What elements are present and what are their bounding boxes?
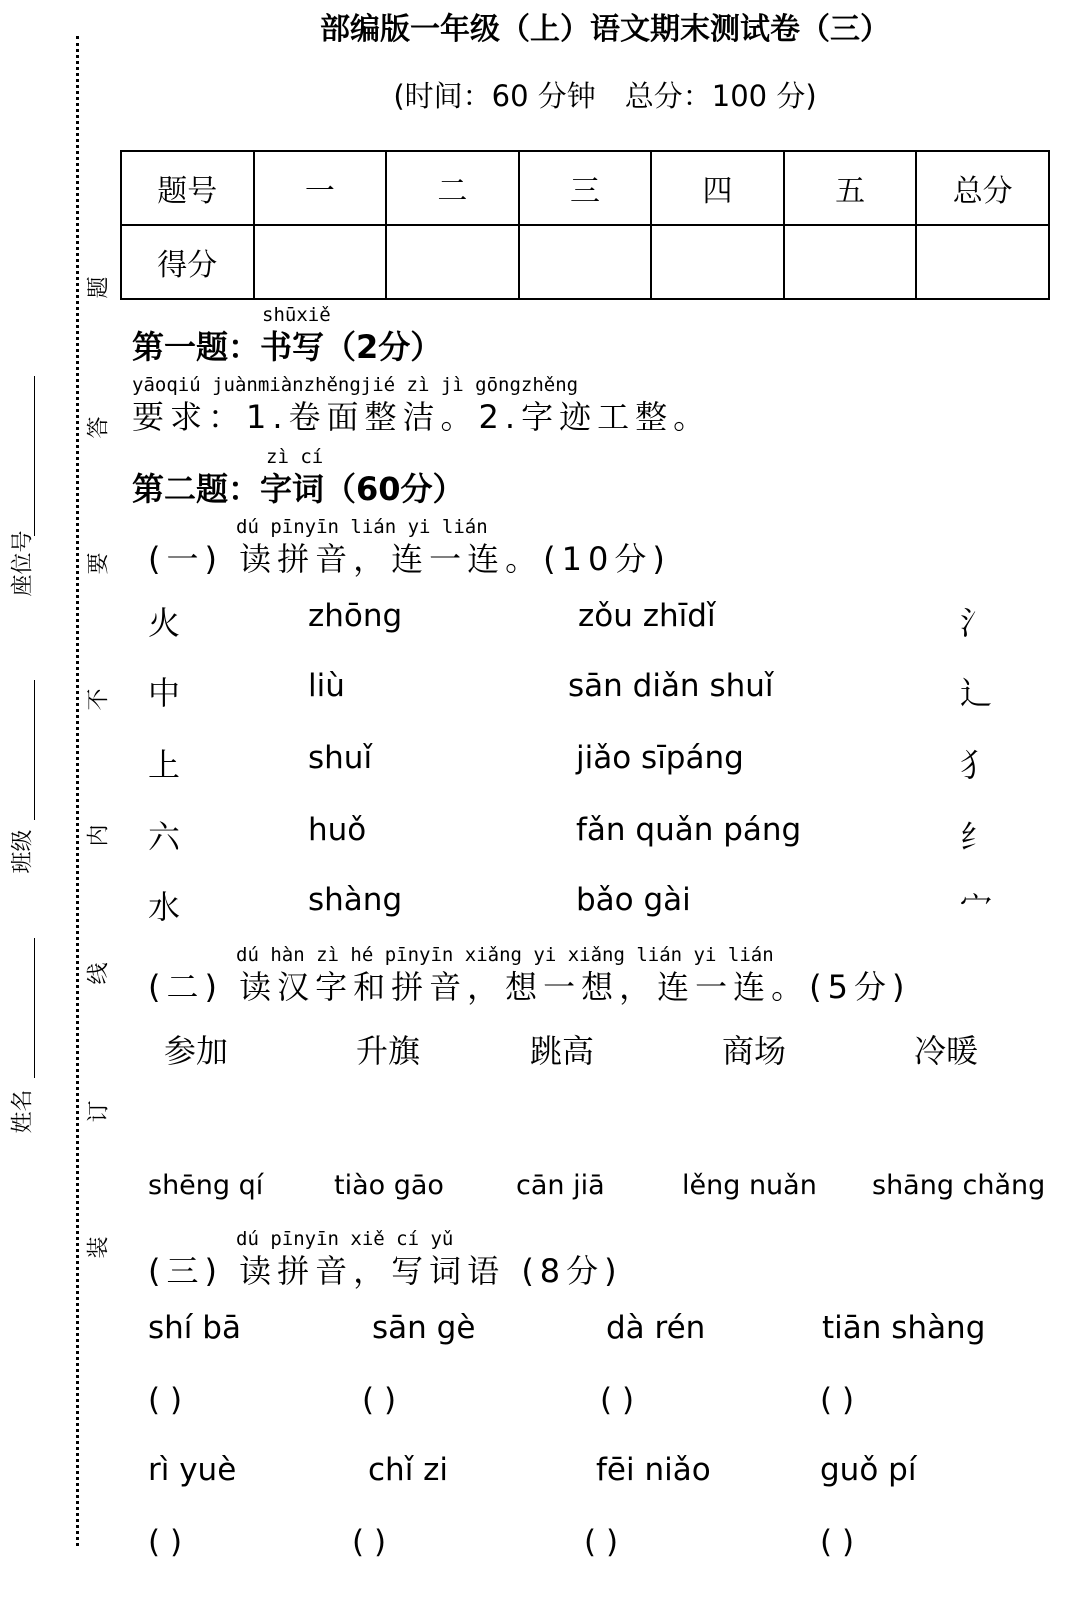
score-input-cell[interactable] <box>916 225 1049 299</box>
score-input-cell[interactable] <box>519 225 652 299</box>
class-label: 班级 <box>10 829 36 874</box>
part1-char: 中 <box>148 674 181 712</box>
part2-word-pinyin: shāng chǎng <box>872 1170 1046 1201</box>
part1-pinyin-item: zhōng <box>308 598 403 634</box>
score-header-cell: 三 <box>519 151 652 225</box>
part3-answer-blank[interactable]: ( ) <box>362 1382 397 1418</box>
part2-word: 冷暖 <box>914 1032 979 1070</box>
score-header-cell: 一 <box>254 151 387 225</box>
part3-title: (三) 读拼音，写词语 (8分) <box>148 1252 623 1290</box>
part2-word: 商场 <box>722 1032 787 1070</box>
part1-radical-name: jiǎo sīpáng <box>576 740 744 776</box>
exam-title: 部编版一年级（上）语文期末测试卷（三） <box>320 12 890 47</box>
part1-radical-name: zǒu zhīdǐ <box>578 598 716 634</box>
part3-answer-blank[interactable]: ( ) <box>820 1382 855 1418</box>
part1-pinyin: dú pīnyīn lián yi lián <box>236 516 488 538</box>
part2-word-pinyin: lěng nuǎn <box>682 1170 817 1201</box>
score-table-header-row <box>121 151 1049 225</box>
part1-radical: 宀 <box>960 888 993 926</box>
q1-requirement-pinyin: yāoqiú juànmiànzhěngjié zì jì gōngzhěng <box>132 374 579 396</box>
margin-char: 答 <box>86 416 112 439</box>
part1-radical: 辶 <box>960 674 993 712</box>
part1-pinyin-item: shuǐ <box>308 740 373 776</box>
part3-pinyin-item: dà rén <box>606 1310 706 1346</box>
binding-dotted-line <box>76 36 79 1546</box>
part3-pinyin-item: tiān shàng <box>822 1310 986 1346</box>
part3-answer-blank[interactable]: ( ) <box>600 1382 635 1418</box>
class-field <box>8 829 36 874</box>
part2-title: (二) 读汉字和拼音，想一想，连一连。(5分) <box>148 968 911 1006</box>
score-header-cell: 二 <box>386 151 519 225</box>
part1-radical-name: sān diǎn shuǐ <box>568 668 774 704</box>
score-input-cell[interactable] <box>386 225 519 299</box>
part3-pinyin-item: guǒ pí <box>820 1452 917 1488</box>
q1-requirement: 要求：1.卷面整洁。2.字迹工整。 <box>132 398 712 436</box>
score-header-cell: 总分 <box>916 151 1049 225</box>
seat-number-field <box>8 530 36 597</box>
q2-title-pinyin: zì cí <box>266 446 324 468</box>
score-label-cell: 得分 <box>121 225 254 299</box>
margin-char: 要 <box>86 552 112 575</box>
part1-pinyin-item: liù <box>308 668 345 704</box>
part1-char: 水 <box>148 888 181 926</box>
part1-radical: 纟 <box>960 818 993 856</box>
part3-pinyin: dú pīnyīn xiě cí yǔ <box>236 1228 454 1250</box>
name-field <box>8 1089 36 1134</box>
class-line <box>34 680 35 820</box>
part1-char: 上 <box>148 746 181 784</box>
part1-radical: 犭 <box>960 746 993 784</box>
part3-pinyin-item: fēi niǎo <box>596 1452 711 1488</box>
score-input-cell[interactable] <box>784 225 917 299</box>
part3-answer-blank[interactable]: ( ) <box>148 1524 183 1560</box>
margin-char: 不 <box>86 688 112 711</box>
part1-radical-name: fǎn quǎn páng <box>576 812 802 848</box>
score-header-cell: 题号 <box>121 151 254 225</box>
score-header-cell: 五 <box>784 151 917 225</box>
part1-char: 火 <box>148 604 181 642</box>
part3-answer-blank[interactable]: ( ) <box>352 1524 387 1560</box>
part3-answer-blank[interactable]: ( ) <box>584 1524 619 1560</box>
part3-pinyin-item: rì yuè <box>148 1452 237 1488</box>
part2-word: 升旗 <box>356 1032 421 1070</box>
part2-word-pinyin: tiào gāo <box>334 1170 444 1201</box>
score-input-cell[interactable] <box>254 225 387 299</box>
part2-word-pinyin: shēng qí <box>148 1170 264 1201</box>
part3-answer-blank[interactable]: ( ) <box>148 1382 183 1418</box>
score-table <box>120 150 1050 300</box>
part1-pinyin-item: huǒ <box>308 812 367 848</box>
part1-pinyin-item: shàng <box>308 882 403 918</box>
q2-title: 第二题：字词（60分） <box>132 470 465 508</box>
margin-char: 内 <box>86 824 112 847</box>
part1-char: 六 <box>148 818 181 856</box>
part2-word-pinyin: cān jiā <box>516 1170 605 1201</box>
margin-char: 订 <box>86 1100 112 1123</box>
part2-word: 跳高 <box>530 1032 595 1070</box>
margin-char: 线 <box>86 962 112 985</box>
score-header-cell: 四 <box>651 151 784 225</box>
part1-radical-name: bǎo gài <box>576 882 691 918</box>
part1-title: (一) 读拼音，连一连。(10分) <box>148 540 671 578</box>
part2-pinyin: dú hàn zì hé pīnyīn xiǎng yi xiǎng lián yi lián <box>236 944 774 966</box>
seat-number-label: 座位号 <box>10 530 36 597</box>
score-table-score-row <box>121 225 1049 299</box>
margin-char: 装 <box>86 1236 112 1259</box>
part1-radical: 氵 <box>960 604 993 642</box>
part3-pinyin-item: shí bā <box>148 1310 241 1346</box>
score-input-cell[interactable] <box>651 225 784 299</box>
q1-title: 第一题：书写（2分） <box>132 328 443 366</box>
seat-number-line <box>34 376 35 536</box>
part3-answer-blank[interactable]: ( ) <box>820 1524 855 1560</box>
q1-title-pinyin: shūxiě <box>262 304 331 326</box>
exam-subtitle: (时间：60 分钟 总分：100 分) <box>393 79 817 113</box>
part2-word: 参加 <box>164 1032 229 1070</box>
part3-pinyin-item: sān gè <box>372 1310 476 1346</box>
name-line <box>34 938 35 1078</box>
margin-char: 题 <box>86 276 112 299</box>
part3-pinyin-item: chǐ zi <box>368 1452 449 1488</box>
name-label: 姓名 <box>10 1089 36 1134</box>
